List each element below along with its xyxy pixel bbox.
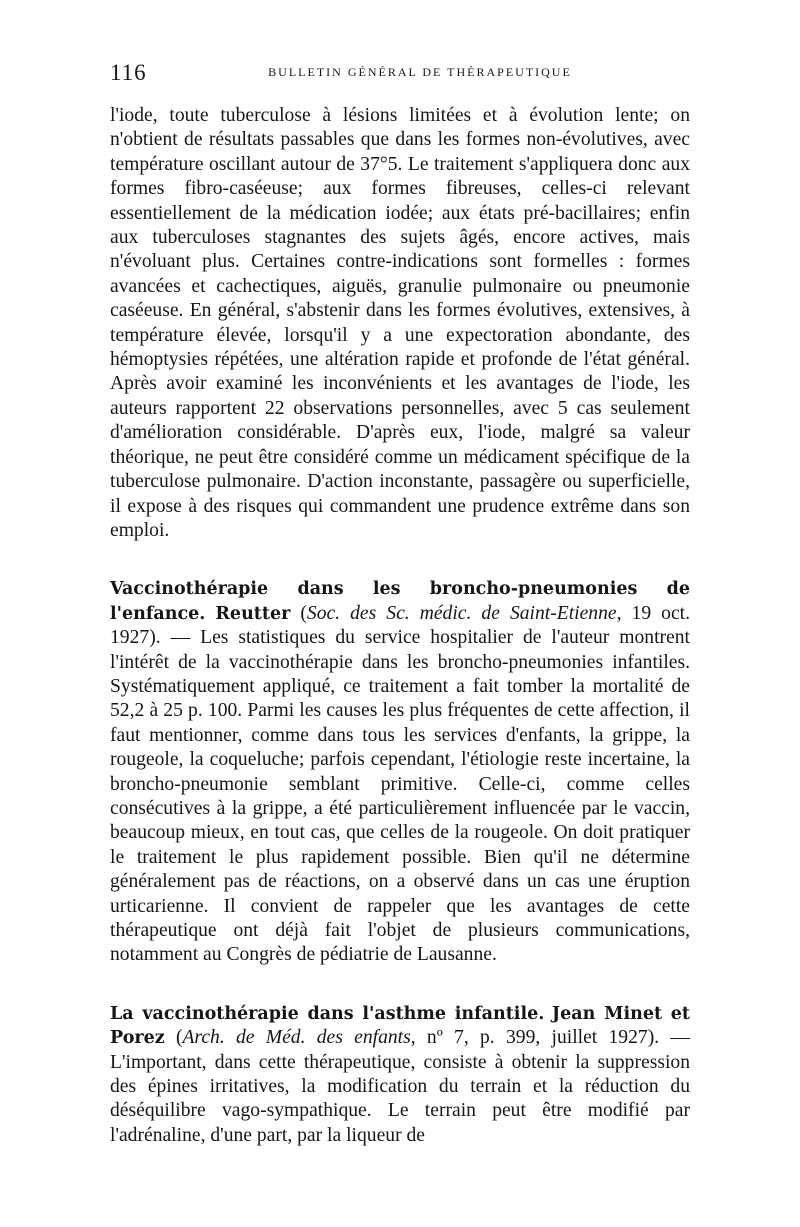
continued-paragraph: l'iode, toute tuberculose à lésions limitées et à évolution lente; on n'obtient de résultats passables que dans les formes non-évolutives, avec température oscillant autour de 37°5. Le traitement s'appliquera donc aux formes fibro-caséeuse; aux formes fibreuses, celles-ci relevant essentiellement de la médication iodée; aux états pré-bacillaires; enfin aux tuberculoses stagnantes des sujets âgés, encore actives, mais n'évoluant plus. Certaines contre-indications sont formelles : formes avancées et cachectiques, aiguës, granulie pulmonaire ou pneumonie caséeuse. En général, s'abstenir dans les formes évolutives, extensives, à température élevée, lorsqu'il y a une expectoration abondante, des hémoptysies répétées, une altération rapide et profonde de l'état général. Après avoir examiné les inconvénients et les avantages de l'iode, les auteurs rapportent 22 observations personnelles, avec 5 cas seulement d'amélioration considérable. D'après eux, l'iode, malgré sa valeur théorique, ne peut être considéré comme un médicament spécifique de la tuberculose pulmonaire. D'action inconstante, passagère ou superficielle, il expose à des risques qui commandent une prudence extrême dans son emploi. [110,105,690,541]
article-source: Arch. de Méd. des enfants [182,1027,411,1049]
book-page [110,60,690,1182]
page-number: 116 [110,60,147,85]
article-body: — L'important, dans cette thérapeutique, consiste à obtenir la suppression des épines irritatives, la modification du terrain et la réduction du déséquilibre vago-sympathique. Le terrain peut être modifié par l'adrénaline, d'une part, par la liqueur de [110,1027,690,1146]
source-details: , nº 7, p. 399, juillet 1927). [410,1027,660,1049]
article-title: Vaccinothérapie dans les broncho-pneumonies de l'enfance. [110,579,690,624]
article-paragraph [110,577,690,968]
source-open: ( [175,1027,183,1049]
article-paragraph [110,1002,690,1148]
source-open: ( [300,602,307,624]
journal-title: BULLETIN GÉNÉRAL DE THÉRAPEUTIQUE [268,65,572,79]
source-details: , 19 oct. 1927). [110,602,691,649]
article-vaccinotherapie-broncho-pneumonies [110,577,690,968]
running-head [110,60,690,86]
article-body: — Les statistiques du service hospitalier de l'auteur montrent l'intérêt de la vaccinothérapie dans les broncho-pneumonies infantiles. Systématiquement appliqué, ce traitement a fait tomber la mortalité de 52,2 à 25 p. 100. Parmi les causes les plus fréquentes de cette affection, il faut mentionner, comme dans tous les services d'enfants, la grippe, la rougeole, la coqueluche; parfois cependant, l'étiologie reste incertaine, la broncho-pneumonie semblant primitive. Celle-ci, comme celles consécutives à la grippe, a été particulièrement influencée par le vaccin, beaucoup mieux, en tout cas, que celles de la rougeole. On doit pratiquer le traitement le plus rapidement possible. Bien qu'il ne détermine généralement pas de réactions, on a observé dans un cas une éruption urticarienne. Il convient de rappeler que les avantages de cette thérapeutique ont déjà fait l'objet de plusieurs communications, notamment au Congrès de pédiatrie de Lausanne. [110,627,690,966]
article-vaccinotherapie-asthme [110,1002,690,1148]
article-source: Soc. des Sc. médic. de Saint-Etienne [306,602,617,624]
article-title: La vaccinothérapie dans l'asthme infantile. [110,1003,545,1024]
article-author: Jean Minet et Porez [110,1003,690,1049]
article-author: Reutter [215,603,291,624]
